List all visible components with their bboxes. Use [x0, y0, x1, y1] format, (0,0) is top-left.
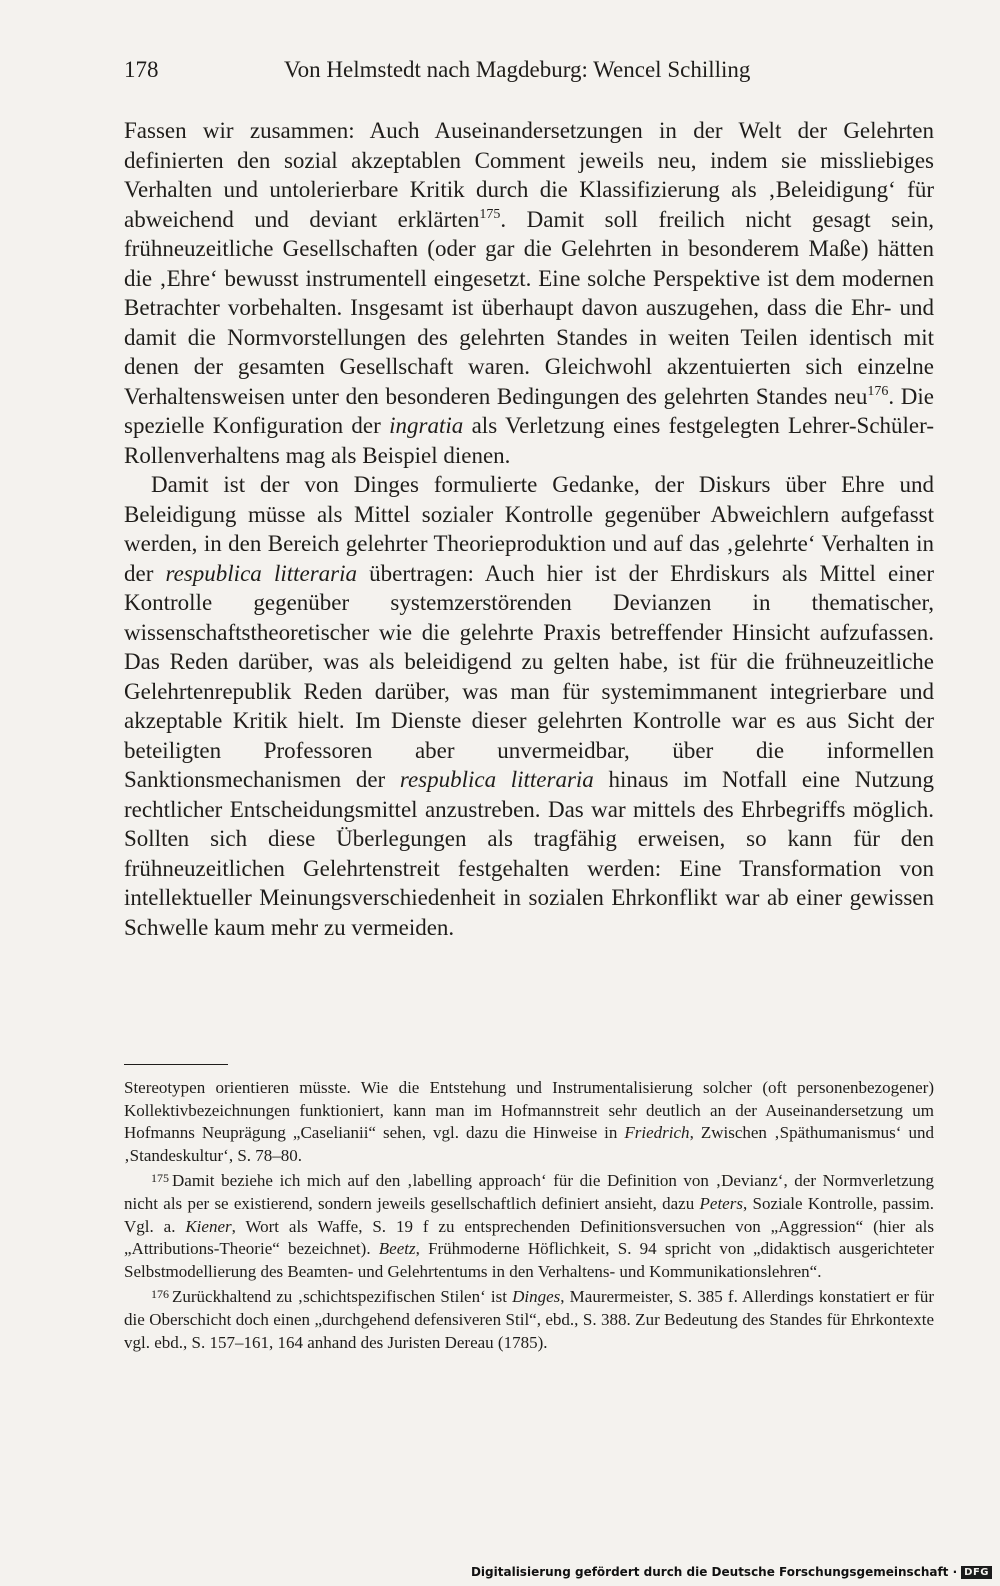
- paragraph-1: Fassen wir zusammen: Auch Auseinandersetzungen in der Welt der Gelehrten definierten den sozial akzeptablen Comment jeweils neu, indem sie missliebiges Verhalten und untolerierbare Kritik durch die Klassifizierung als ‚Beleidigung‘ für abweichend und deviant erklärten$^{175}$. Damit soll freilich nicht gesagt sein, frühneuzeitliche Gesellschaften (oder gar die Gelehrten in besonderem Maße) hätten die ‚Ehre‘ bewusst instrumentell eingesetzt. Eine solche Perspektive ist dem modernen Betrachter vorbehalten. Insgesamt ist überhaupt davon auszugehen, dass die Ehr- und damit die Normvorstellungen des gelehrten Standes in weiten Teilen identisch mit denen der gesamten Gesellschaft waren. Gleichwohl akzentuierten sich einzelne Verhaltensweisen unter den besonderen Bedingungen des gelehrten Standes neu$^{176}$. Die spezielle Konfiguration der ingratia als Verletzung eines festgelegten Lehrer-Schüler-Rollenverhaltens mag als Beispiel dienen.: [124, 118, 935, 468]
- footnote-ref-175[interactable]: 175: [479, 206, 501, 222]
- footnote-number: 176: [151, 1287, 169, 1302]
- paragraph-2: Damit ist der von Dinges formulierte Gedanke, der Diskurs über Ehre und Beleidigung müsse als Mittel sozialer Kontrolle gegenüber Abweichlern aufgefasst werden, in den Bereich gelehrter Theorieproduktion und auf das ‚gelehrte‘ Verhalten in der respublica litteraria übertragen: Auch hier ist der Ehrdiskurs als Mittel einer Kontrolle gegenüber systemzerstörenden Devianzen in thematischer, wissenschaftstheoretischer wie die gelehrte Praxis betreffender Hinsicht aufzufassen. Das Reden darüber, was als beleidigend zu gelten habe, ist für die frühneuzeitliche Gelehrtenrepublik Reden darüber, was man für systemimmanent integrierbare und akzeptable Kritik hielt. Im Dienste dieser gelehrten Kontrolle war es aus Sicht der beteiligten Professoren aber unvermeidbar, über die informellen Sanktionsmechanismen der respublica litteraria hinaus im Notfall eine Nutzung rechtlicher Entscheidungsmittel anzustreben. Das war mittels des Ehrbegriffs möglich. Sollten sich diese Überlegungen als tragfähig erweisen, so kann für den frühneuzeitlichen Gelehrtenstreit festgehalten werden: Eine Transformation von intellektueller Meinungsverschiedenheit in sozialen Ehrkonflikt war ab einer gewissen Schwelle kaum mehr zu vermeiden.: [124, 472, 934, 940]
- footnote-number: 175: [151, 1171, 169, 1186]
- footnote-ref-176[interactable]: 176: [867, 383, 889, 399]
- footnote-176: $^{176}$ Zurückhaltend zu ‚schichtspezifischen Stilen‘ ist Dinges, Maurermeister, S. 385 f. Allerdings konstatiert er für die Oberschicht doch einen „durchgehend defensiveren Stil“, ebd., S. 388. Zur Bedeutung des Standes für Ehrkontexte vgl. ebd., S. 157–161, 164 anhand des Juristen Dereau (1785).: [124, 1287, 934, 1352]
- footnotes: [124, 1077, 934, 1354]
- running-title: Von Helmstedt nach Magdeburg: Wencel Schilling: [284, 57, 751, 82]
- dfg-logo-icon: DFG: [961, 1566, 992, 1579]
- digitization-stamp: [471, 1565, 992, 1579]
- main-text: [124, 116, 934, 942]
- footnote-175: $^{175}$ Damit beziehe ich mich auf den ‚labelling approach‘ für die Definition von ‚Devianz‘, der Normverletzung nicht als per se existierend, sondern jeweils gesellschaftlich definiert ansieht, dazu Peters, Soziale Kontrolle, passim. Vgl. a. Kiener, Wort als Waffe, S. 19 f zu entsprechenden Definitionsversuchen von „Aggression“ (hier als „Attributions-Theorie“ bezeichnet). Beetz, Frühmoderne Höflichkeit, S. 94 spricht von „didaktisch ausgerichteter Selbstmodellierung des Beamten- und Gelehrtentums in den Verhaltens- und Kommunikationslehren“.: [124, 1171, 934, 1281]
- page-number: 178: [124, 57, 159, 82]
- footnote-continuation: Stereotypen orientieren müsste. Wie die Entstehung und Instrumentalisierung solcher (oft personenbezogener) Kollektivbezeichnungen funktioniert, kann man im Hofmannstreit sehr deutlich an der Auseinandersetzung um Hofmanns Neuprägung „Caselianii“ sehen, vgl. dazu die Hinweise in Friedrich, Zwischen ‚Späthumanismus‘ und ‚Standeskultur‘, S. 78–80.: [124, 1078, 934, 1165]
- footnote-separator: [124, 1064, 228, 1065]
- digitization-stamp-text: Digitalisierung gefördert durch die Deutsche Forschungsgemeinschaft ·: [470, 1565, 958, 1579]
